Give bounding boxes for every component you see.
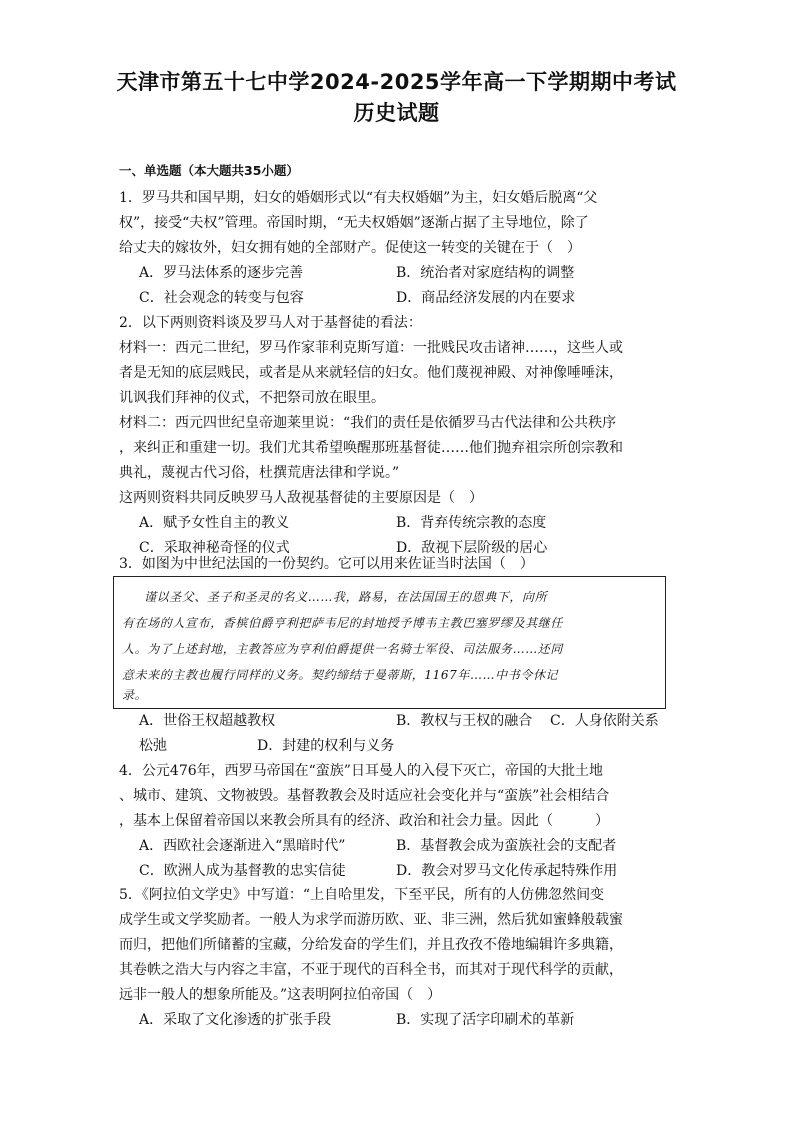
question-line: 2．以下两则资料谈及罗马人对于基督徒的看法： <box>119 315 422 331</box>
material-line: 材料二：西元四世纪皇帝迦莱里说：“我们的责任是依循罗马古代法律和公共秩序 <box>119 415 617 431</box>
section-heading: 一、单选题（本大题共35小题） <box>119 163 299 178</box>
quote-line: 人。为了上述封地，主教答应为亨利伯爵提供一名骑士军役、司法服务……还同 <box>122 642 564 656</box>
question-line: 3．如图为中世纪法国的一份契约。它可以用来佐证当时法国（ ） <box>119 556 534 572</box>
option-d[interactable]: D．敌视下层阶级的居心 <box>396 540 548 556</box>
question-line: 权”，接受“夫权”管理。帝国时期，“无夫权婚姻”逐渐占据了主导地位，除了 <box>119 215 589 231</box>
option-c[interactable]: C．采取神秘奇怪的仪式 <box>139 540 290 556</box>
material-line: ，来纠正和重建一切。我们尤其希望唤醒那班基督徒……他们抛弃祖宗所创宗教和 <box>119 440 623 456</box>
material-line: 者是无知的底层贱民，或者是从来就轻信的妇女。他们蔑视神殿、对神像唾唾沫， <box>119 365 623 381</box>
contract-quote-box <box>113 576 666 709</box>
option-c[interactable]: C．社会观念的转变与包容 <box>139 290 304 306</box>
question-line: 而归，把他们所储蓄的宝藏，分给发奋的学生们，并且孜孜不倦地编辑许多典籍， <box>119 937 623 953</box>
option-a[interactable]: A．罗马法体系的逐步完善 <box>139 265 304 281</box>
quote-line: 录。 <box>122 688 148 702</box>
option-b[interactable]: B．教权与王权的融合 <box>396 713 533 729</box>
question-line: 其卷帙之浩大与内容之丰富，不亚于现代的百科全书，而其对于现代科学的贡献， <box>119 962 623 978</box>
option-a[interactable]: A．赋予女性自主的教义 <box>139 515 290 531</box>
question-line: 1．罗马共和国早期，妇女的婚姻形式以“有夫权婚姻”为主，妇女婚后脱离“父 <box>119 190 598 206</box>
question-line: 这两则资料共同反映罗马人敌视基督徒的主要原因是（ ） <box>119 490 483 506</box>
option-d[interactable]: D．教会对罗马文化传承起特殊作用 <box>396 863 618 879</box>
option-b[interactable]: B．统治者对家庭结构的调整 <box>396 265 575 281</box>
option-d[interactable]: D．商品经济发展的内在要求 <box>396 290 576 306</box>
exam-title: 天津市第五十七中学2024-2025学年高一下学期期中考试 <box>116 70 677 94</box>
option-a[interactable]: A．世俗王权超越教权 <box>139 713 276 729</box>
material-line: 典礼，蔑视古代习俗，杜撰荒唐法律和学说。” <box>119 465 400 481</box>
option-c[interactable]: C．欧洲人成为基督教的忠实信徒 <box>139 863 346 879</box>
option-b[interactable]: B．实现了活字印刷术的革新 <box>396 1012 575 1028</box>
question-line: 4．公元476年，西罗马帝国在“蛮族”日耳曼人的入侵下灭亡，帝国的大批土地 <box>119 763 603 779</box>
quote-line: 有在场的人宣布，香槟伯爵亨利把萨韦尼的封地授予博韦主教巴塞罗缪及其继任 <box>122 616 564 630</box>
question-line: 给丈夫的嫁妆外，妇女拥有她的全部财产。促使这一转变的关键在于（ ） <box>119 240 581 256</box>
quote-line: 谨以圣父、圣子和圣灵的名义……我，路易，在法国国王的恩典下，向所 <box>144 590 548 604</box>
option-a[interactable]: A．西欧社会逐渐进入“黑暗时代” <box>139 838 346 854</box>
material-line: 讥讽我们拜神的仪式，不把祭司放在眼里。 <box>119 390 385 406</box>
question-line: ，基本上保留着帝国以来教会所具有的经济、政治和社会力量。因此（ ） <box>119 813 609 829</box>
question-line: 5．《阿拉伯文学史》中写道：“上自哈里发，下至平民，所有的人仿佛忽然间变 <box>119 887 605 903</box>
exam-subtitle: 历史试题 <box>353 101 440 125</box>
quote-line: 意未来的主教也履行同样的义务。契约缔结于曼蒂斯，1167年……中书令休记 <box>122 668 559 682</box>
material-line: 材料一：西元二世纪，罗马作家菲利克斯写道：一批贱民攻击诸神……，这些人或 <box>119 340 623 356</box>
option-c-continued: 松弛 <box>139 738 167 754</box>
question-line: 、城市、建筑、文物被毁。基督教教会及时适应社会变化并与“蛮族”社会相结合 <box>119 788 610 804</box>
option-b[interactable]: B．基督教会成为蛮族社会的支配者 <box>396 838 617 854</box>
option-a[interactable]: A．采取了文化渗透的扩张手段 <box>139 1012 332 1028</box>
question-line: 成学生或文学奖励者。一般人为求学而游历欧、亚、非三洲，然后犹如蜜蜂般载蜜 <box>119 912 623 928</box>
option-c[interactable]: C．人身依附关系 <box>550 713 659 729</box>
question-line: 远非一般人的想象所能及。”这表明阿拉伯帝国（ ） <box>119 987 442 1003</box>
option-d[interactable]: D．封建的权利与义务 <box>257 738 395 754</box>
option-b[interactable]: B．背弃传统宗教的态度 <box>396 515 547 531</box>
